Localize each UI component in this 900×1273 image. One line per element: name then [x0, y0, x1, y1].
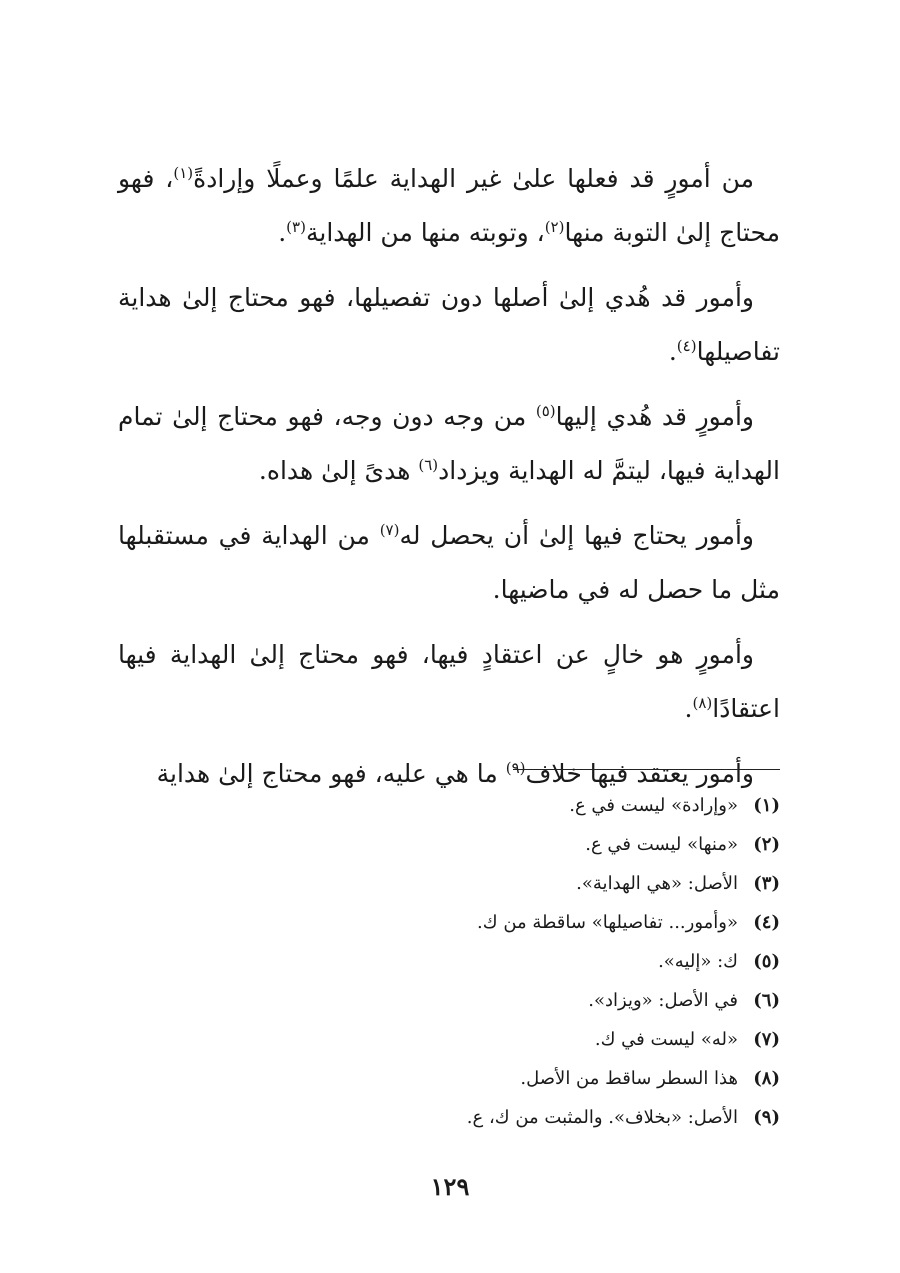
footnote-item: [118, 1020, 780, 1059]
paragraph-text: من أمورٍ قد فعلها علىٰ غير الهداية علمًا وعملًا وإرادةً: [193, 164, 754, 193]
paragraph-text: .: [278, 218, 287, 247]
footnote-text: «له» ليست في ك.: [594, 1029, 738, 1050]
paragraph-text: هدىً إلىٰ هداه.: [258, 456, 419, 485]
footnote-item: [118, 981, 780, 1020]
paragraph-text: ما هي عليه، فهو محتاج إلىٰ هداية: [156, 759, 506, 788]
footnote-number: (٥): [753, 951, 780, 972]
paragraph-text: من الهداية في مستقبلها مثل ما حصل له في ماضيها.: [118, 521, 780, 604]
footnote-number: (٤): [753, 912, 780, 933]
footnote-reference: (٧): [379, 521, 400, 539]
footnote-item: [118, 786, 780, 825]
paragraph-text: وأمور يحتاج فيها إلىٰ أن يحصل له: [399, 521, 754, 550]
paragraph-4: [118, 509, 780, 617]
footnote-number: (٣): [753, 873, 780, 894]
paragraph-text: وأمور يعتقد فيها خلاف: [525, 759, 754, 788]
footnote-item: [118, 825, 780, 864]
paragraph-1: [118, 152, 780, 260]
footnote-text: هذا السطر ساقط من الأصل.: [520, 1068, 738, 1089]
footnote-item: [118, 903, 780, 942]
footnote-text: «وإرادة» ليست في ع.: [569, 795, 738, 816]
paragraph-text: وأمور قد هُدي إلىٰ أصلها دون تفصيلها، فهو محتاج إلىٰ هداية تفاصيلها: [118, 283, 780, 366]
paragraph-text: وأمورٍ هو خالٍ عن اعتقادٍ فيها، فهو محتاج إلىٰ الهداية فيها اعتقادًا: [118, 640, 780, 723]
footnote-reference: (٨): [692, 694, 713, 712]
footnote-item: [118, 1098, 780, 1137]
footnote-separator: [513, 769, 780, 770]
paragraph-text: ، فهو محتاج إلىٰ التوبة منها: [118, 164, 780, 247]
main-text-block: [118, 152, 780, 812]
footnote-number: (٦): [753, 990, 780, 1011]
footnote-item: [118, 1059, 780, 1098]
paragraph-text: من وجه دون وجه، فهو محتاج إلىٰ تمام الهداية فيها، ليتمَّ له الهداية ويزداد: [118, 402, 780, 485]
footnote-reference: (١): [173, 164, 194, 182]
footnote-reference: (٦): [418, 456, 439, 474]
paragraph-text: .: [668, 337, 677, 366]
footnote-number: (٧): [753, 1029, 780, 1050]
footnote-text: في الأصل: «ويزاد».: [588, 990, 738, 1011]
footnote-text: ك: «إليه».: [658, 951, 738, 972]
footnote-reference: (٣): [286, 218, 306, 236]
footnote-reference: (٥): [535, 402, 556, 420]
footnote-reference: (٩): [505, 759, 526, 777]
paragraph-5: [118, 628, 780, 736]
footnote-number: (٩): [753, 1107, 780, 1128]
footnote-number: (١): [753, 795, 780, 816]
paragraph-text: وأمورٍ قد هُدي إليها: [555, 402, 754, 431]
footnote-text: «وأمور... تفاصيلها» ساقطة من ك.: [477, 912, 738, 933]
footnote-number: (٨): [753, 1068, 780, 1089]
page-number: ١٢٩: [430, 1172, 470, 1201]
footnote-reference: (٤): [676, 337, 697, 355]
footnote-reference: (٢): [544, 218, 565, 236]
footnote-text: «منها» ليست في ع.: [585, 834, 738, 855]
paragraph-text: ، وتوبته منها من الهداية: [305, 218, 545, 247]
footnote-text: الأصل: «بخلاف». والمثبت من ك، ع.: [466, 1107, 738, 1128]
footnote-text: الأصل: «هي الهداية».: [576, 873, 738, 894]
paragraph-text: .: [684, 694, 693, 723]
paragraph-2: [118, 271, 780, 379]
footnote-item: [118, 942, 780, 981]
footnotes-list: [118, 786, 780, 1137]
paragraph-3: [118, 390, 780, 498]
footnote-number: (٢): [753, 834, 780, 855]
footnote-item: [118, 864, 780, 903]
